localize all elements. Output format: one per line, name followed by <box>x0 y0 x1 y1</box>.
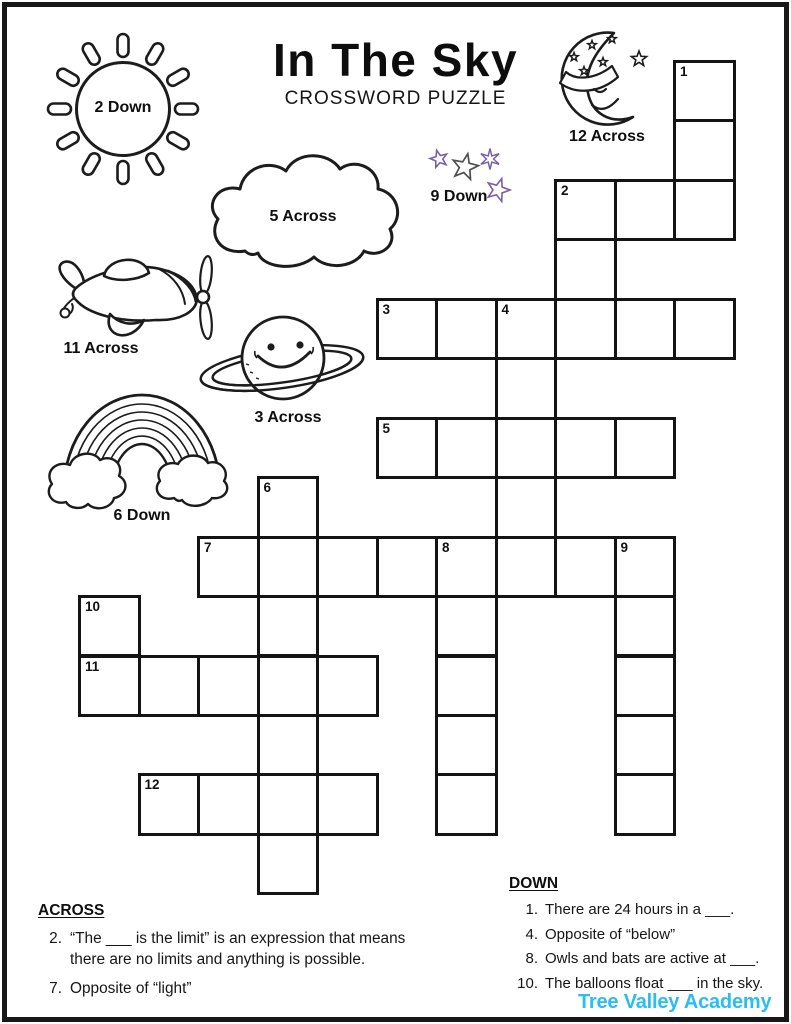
grid-cell[interactable] <box>316 536 379 598</box>
grid-cell[interactable] <box>197 655 260 717</box>
sun-label: 2 Down <box>94 99 152 116</box>
grid-cell[interactable] <box>673 179 736 241</box>
grid-cell[interactable] <box>78 655 141 717</box>
clue-number: 8. <box>525 950 538 967</box>
cell-number: 2 <box>561 182 569 198</box>
cell-number: 6 <box>263 480 272 496</box>
grid-cell[interactable] <box>197 536 260 598</box>
planet-label: 3 Across <box>254 409 322 426</box>
grid-cell[interactable] <box>554 238 617 300</box>
grid-cell[interactable] <box>257 833 320 895</box>
cell-number: 8 <box>442 539 450 555</box>
grid-cell[interactable] <box>138 655 201 717</box>
clue-text: The balloons float ___ in the sky. <box>545 974 764 992</box>
grid-cell[interactable] <box>495 417 558 479</box>
grid-cell[interactable] <box>495 476 558 538</box>
grid-cell[interactable] <box>614 773 677 835</box>
grid-cell[interactable] <box>673 119 736 181</box>
grid-cell[interactable] <box>495 357 558 419</box>
grid-cell[interactable] <box>435 298 498 360</box>
rainbow-icon <box>44 390 236 518</box>
down-clue-1 <box>504 900 788 919</box>
across-clue-7 <box>38 979 478 1000</box>
grid-cell[interactable] <box>257 714 320 776</box>
grid-cell[interactable] <box>673 298 736 360</box>
star-shape <box>428 148 449 168</box>
grid-cell[interactable] <box>614 536 677 598</box>
moon-icon <box>536 27 672 133</box>
grid-cell[interactable] <box>614 417 677 479</box>
stars-label: 9 Down <box>430 188 488 205</box>
grid-cell[interactable] <box>257 655 320 717</box>
clue-text: Owls and bats are active at ___. <box>545 950 760 967</box>
grid-cell[interactable] <box>495 298 558 360</box>
down-clue-10 <box>504 974 788 993</box>
grid-cell[interactable] <box>376 536 439 598</box>
grid-cell[interactable] <box>435 714 498 776</box>
cell-number: 10 <box>85 599 101 615</box>
page-subtitle: CROSSWORD PUZZLE <box>284 88 507 109</box>
star-shape <box>450 151 480 180</box>
grid-cell[interactable] <box>435 773 498 835</box>
grid-cell[interactable] <box>554 179 617 241</box>
grid-cell[interactable] <box>376 417 439 479</box>
grid-cell[interactable] <box>435 536 498 598</box>
clue-number: 4. <box>525 925 538 943</box>
grid-cell[interactable] <box>554 417 617 479</box>
grid-cell[interactable] <box>257 773 320 835</box>
cell-number: 5 <box>382 420 391 436</box>
grid-cell[interactable] <box>257 476 320 538</box>
down-clues <box>504 875 788 998</box>
clue-text: There are 24 hours in a ___. <box>545 901 735 918</box>
grid-cell[interactable] <box>138 773 201 835</box>
clue-text: Opposite of “below” <box>545 925 676 943</box>
down-clue-8 <box>504 949 788 968</box>
page-title: In The Sky <box>272 34 519 86</box>
clue-number: 10. <box>517 974 538 992</box>
clue-number: 2. <box>49 930 62 947</box>
grid-cell[interactable] <box>257 536 320 598</box>
cell-number: 12 <box>144 777 160 793</box>
cloud-label: 5 Across <box>269 208 337 225</box>
grid-cell[interactable] <box>495 536 558 598</box>
grid-cell[interactable] <box>78 595 141 657</box>
grid-cell[interactable] <box>614 179 677 241</box>
moon-label: 12 Across <box>569 128 645 145</box>
down-clue-4 <box>504 925 788 944</box>
grid-cell[interactable] <box>197 773 260 835</box>
airplane-label: 11 Across <box>63 340 139 357</box>
cell-number: 1 <box>680 64 688 79</box>
grid-cell[interactable] <box>435 417 498 479</box>
grid-cell[interactable] <box>554 298 617 360</box>
star-shape <box>481 149 499 170</box>
clue-text: Opposite of “light” <box>70 980 192 997</box>
grid-cell[interactable] <box>435 655 498 717</box>
grid-cell[interactable] <box>614 595 677 657</box>
grid-cell[interactable] <box>554 536 617 598</box>
clue-text: “The ___ is the limit” is an expression that means there are no limits and anything is possible. <box>70 930 406 968</box>
across-clue-2 <box>38 929 478 970</box>
cell-number: 11 <box>85 658 100 674</box>
clue-number: 7. <box>49 980 62 997</box>
down-header: DOWN <box>509 875 559 892</box>
cell-number: 9 <box>620 539 629 555</box>
credit-text: Tree Valley Academy <box>578 991 772 1013</box>
cell-number: 4 <box>501 301 510 317</box>
cell-number: 7 <box>204 539 212 555</box>
across-clues <box>38 902 478 1009</box>
grid-cell[interactable] <box>316 655 379 717</box>
across-header: ACROSS <box>38 902 105 919</box>
cell-number: 3 <box>382 301 391 317</box>
grid-cell[interactable] <box>614 298 677 360</box>
clue-number: 1. <box>525 901 538 918</box>
grid-cell[interactable] <box>376 298 439 360</box>
grid-cell[interactable] <box>316 773 379 835</box>
grid-cell[interactable] <box>257 595 320 657</box>
grid-cell[interactable] <box>435 595 498 657</box>
grid-cell[interactable] <box>614 655 677 717</box>
grid-cell[interactable] <box>673 60 736 122</box>
rainbow-label: 6 Down <box>113 507 171 524</box>
grid-cell[interactable] <box>614 714 677 776</box>
